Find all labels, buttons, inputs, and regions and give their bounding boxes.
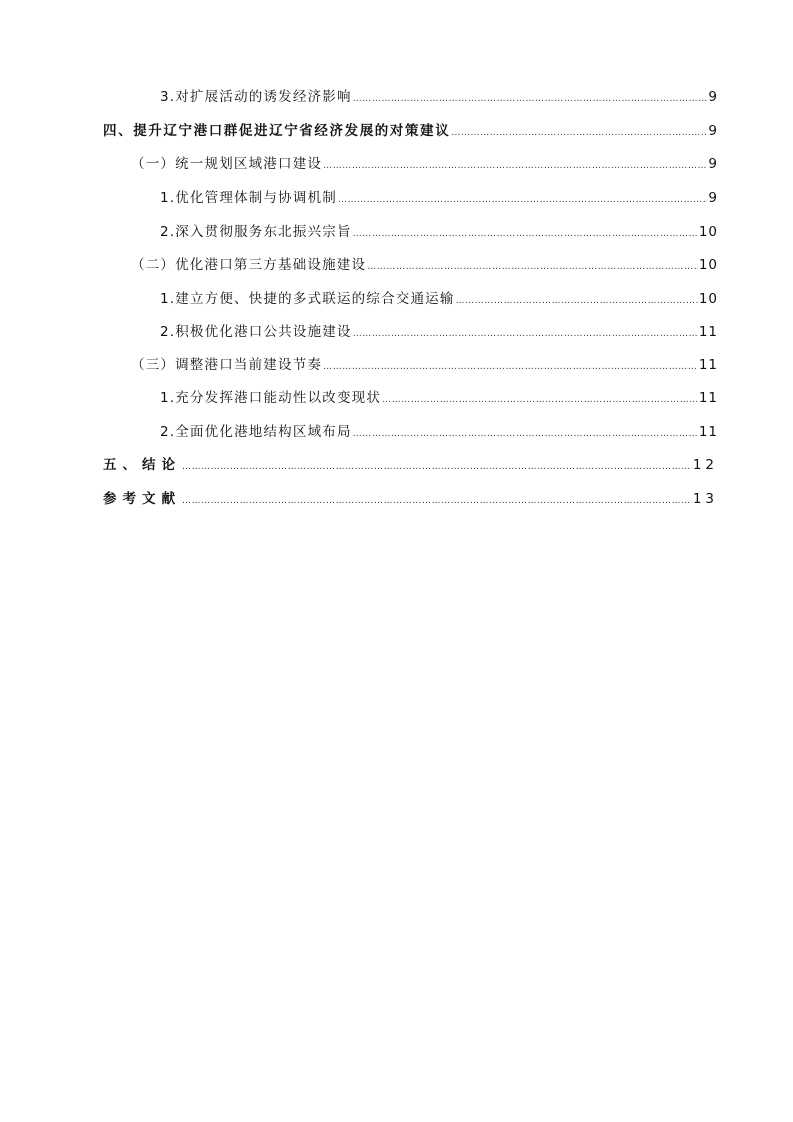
toc-entry-page: 9 — [708, 190, 718, 206]
toc-dot-leader — [353, 323, 698, 345]
toc-entry-title: 1.建立方便、快捷的多式联运的综合交通运输 — [160, 291, 455, 307]
toc-entry-title: 2.深入贯彻服务东北振兴宗旨 — [160, 224, 352, 240]
toc-entry — [131, 153, 718, 175]
toc-entry-page: 11 — [698, 424, 718, 440]
toc-dot-leader — [353, 423, 698, 445]
toc-entry-page: 11 — [698, 390, 718, 406]
toc-entry — [160, 288, 718, 310]
toc-entry — [131, 354, 718, 376]
toc-entry — [160, 321, 718, 343]
toc-entry-page: 11 — [698, 357, 718, 373]
toc-entry-page: 12 — [692, 457, 718, 473]
toc-dot-leader — [367, 256, 698, 278]
toc-entry-page: 9 — [708, 156, 718, 172]
toc-entry — [103, 120, 718, 142]
toc-entry — [160, 387, 718, 409]
toc-dot-leader — [451, 122, 707, 144]
toc-dot-leader — [182, 456, 692, 478]
toc-entry-title: 1.优化管理体制与协调机制 — [160, 190, 337, 206]
toc-entry-page: 10 — [698, 224, 718, 240]
toc-dot-leader — [338, 189, 707, 211]
toc-entry-title: 2.全面优化港地结构区域布局 — [160, 424, 352, 440]
toc-entry-title: 四、提升辽宁港口群促进辽宁省经济发展的对策建议 — [103, 123, 451, 139]
toc-entry-title: （二）优化港口第三方基础设施建设 — [131, 257, 367, 273]
toc-entry-title: 参考文献 — [103, 491, 181, 507]
toc-entry-page: 9 — [708, 89, 718, 105]
toc-entry — [131, 254, 718, 276]
toc-dot-leader — [323, 356, 698, 378]
toc-dot-leader — [182, 490, 692, 512]
toc-entry — [160, 86, 718, 108]
toc-dot-leader — [353, 223, 698, 245]
toc-dot-leader — [382, 389, 698, 411]
toc-entry-title: （三）调整港口当前建设节奏 — [131, 357, 323, 373]
toc-dot-leader — [353, 88, 708, 110]
toc-entry — [160, 221, 718, 243]
toc-entry-title: （一）统一规划区域港口建设 — [131, 156, 323, 172]
toc-entry — [103, 488, 718, 510]
toc-entry-title: 2.积极优化港口公共设施建设 — [160, 324, 352, 340]
toc-entry-page: 10 — [698, 291, 718, 307]
toc-entry-page: 10 — [698, 257, 718, 273]
toc-entry-page: 11 — [698, 324, 718, 340]
toc-entry-title: 五、结论 — [103, 457, 181, 473]
toc-entry-page: 9 — [708, 123, 718, 139]
toc-entry-title: 1.充分发挥港口能动性以改变现状 — [160, 390, 382, 406]
toc-entry-page: 13 — [692, 491, 718, 507]
toc-dot-leader — [456, 290, 698, 312]
toc-dot-leader — [323, 155, 707, 177]
toc-entry — [160, 421, 718, 443]
toc-entry — [103, 454, 718, 476]
toc-entry — [160, 187, 718, 209]
toc-entry-title: 3.对扩展活动的诱发经济影响 — [160, 89, 352, 105]
